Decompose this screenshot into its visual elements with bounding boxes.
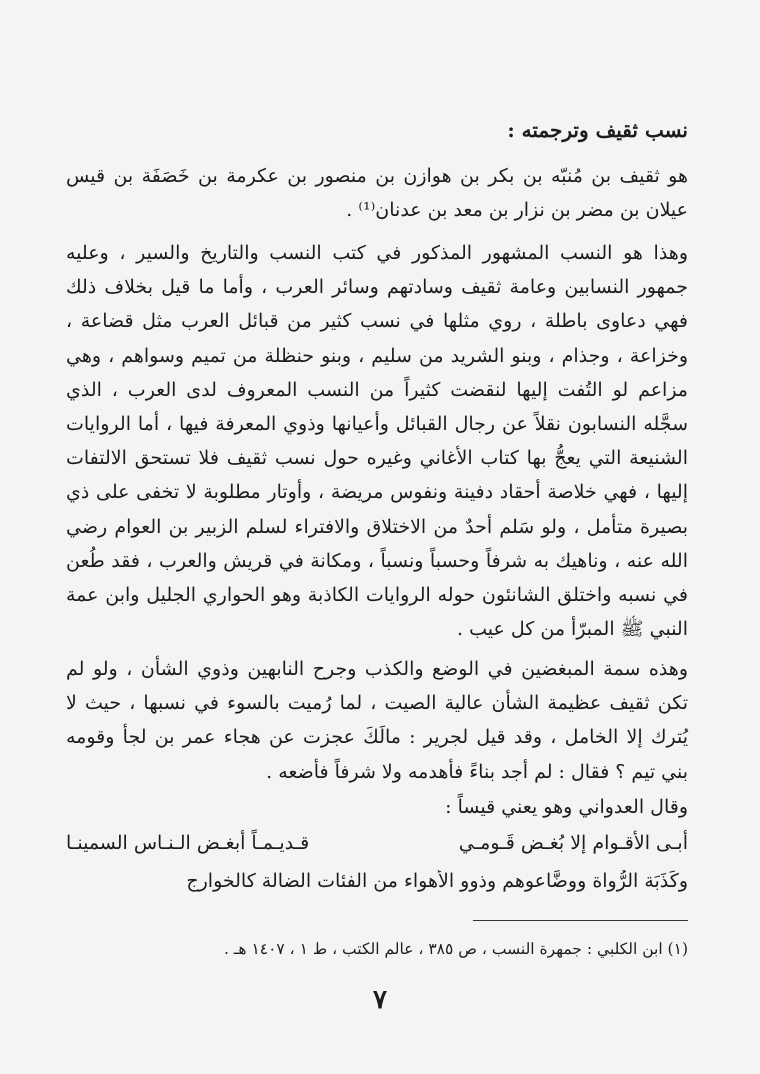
verse-intro: وقال العدواني وهو يعني قيساً : (445, 796, 688, 818)
verse-hemistich-second: قـديـمـاً أبغـض الـنـاس السمينـا (66, 832, 310, 854)
paragraph-haters-trait: وهذه سمة المبغضين في الوضع والكذب وجرح النابهين وذوي الشأن ، ولو لم تكن ثقيف عظيمة الشأن عالية الصيت ، لما رُميت بالسوء في نسبها ، حيث لا يُترك إلا الخامل ، وقد قيل لجرير : مالَكَ عجزت عن هجاء عمر بن لجأ وقومه بني تيم ؟ فقال : لم أجد بناءً فأهدمه ولا شرفاً فأضعه . (66, 658, 688, 783)
footnote-divider (473, 920, 688, 921)
section-heading: نسب ثقيف وترجمته : (507, 118, 688, 142)
footnote: (١) ابن الكلبي : جمهرة النسب ، ص ٣٨٥ ، عالم الكتب ، ط ١ ، ١٤٠٧ هـ . (223, 940, 688, 958)
paragraph-lineage: هو ثقيف بن مُنبّه بن بكر بن هوازن بن منصور بن عكرمة بن خَصَفَة بن قيس عيلان بن مضر بن نزار بن معد بن عدنان⁽¹⁾ . (66, 165, 688, 222)
page-number: ٧ (373, 985, 387, 1015)
paragraph-famous-lineage: وهذا هو النسب المشهور المذكور في كتب النسب والتاريخ والسير ، وعليه جمهور النسابين وعامة ثقيف وسادتهم وسائر العرب ، وأما ما قيل بخلاف ذلك فهي دعاوى باطلة ، روي مثلها في نسب كثير من قبائل العرب مثل قضاعة ، وخزاعة ، وجذام ، وبنو الشريد من سليم ، وبنو حنظلة من تميم وسواهم ، وهي مزاعم لو التُفت إليها لنقضت كثيراً من النسب المعروف لدى العرب ، الذي سجَّله النسابون نقلاً عن رجال القبائل وأعيانها وذوي المعرفة فيها ، أما الروايات الشنيعة التي يعجُّ بها كتاب الأغاني وغيره حول نسب ثقيف فلا تستحق الالتفات إليها ، فهي خلاصة أحقاد دفينة ونفوس مريضة ، وأوتار مطلوبة لا تخفى على ذي بصيرة متأمل ، ولو سَلم أحدٌ من الاختلاق والافتراء لسلم الزبير بن العوام رضي الله عنه ، وناهيك به شرفاً وحسباً ونسباً ، ومكانة في قريش والعرب ، فقد طُعن في نسبه واختلق الشانئون حوله الروايات الكاذبة وهو الحواري الجليل وابن عمة النبي ﷺ المبرّأ من كل عيب . (66, 242, 688, 641)
verse-hemistich-first: أبـى الأقـوام إلا بُغـض قَـومـي (458, 832, 688, 854)
continuation-line: وكَذَبَة الرُّواة ووضَّاعوهم وذوو الأهواء من الفئات الضالة كالخوارج (186, 870, 688, 892)
poetry-verse (66, 832, 688, 854)
